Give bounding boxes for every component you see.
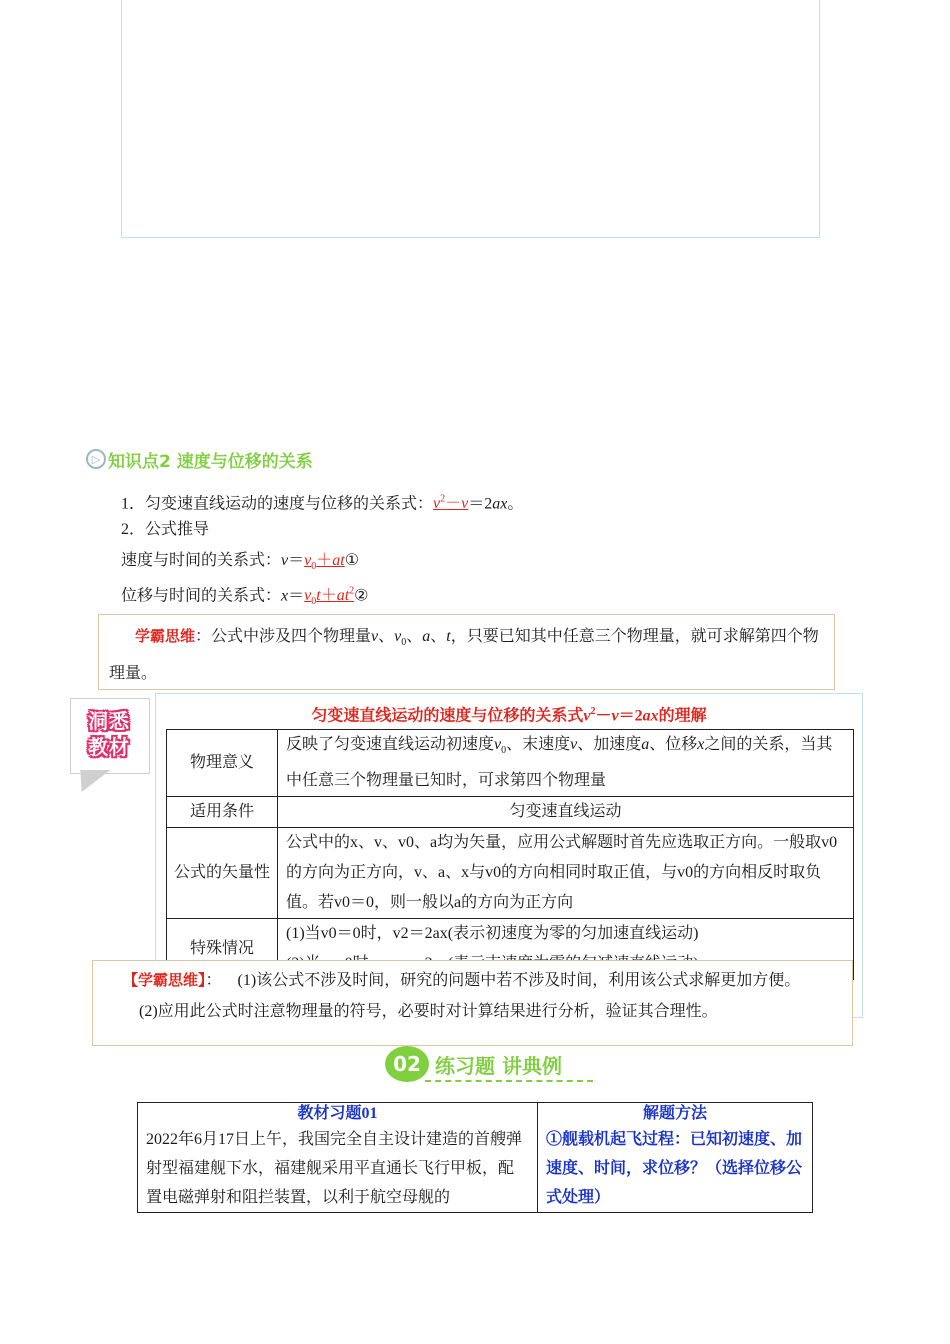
- knowledge-point-title: 知识点2 速度与位移的关系: [108, 451, 313, 472]
- blank-answer: $v_0t+at^2$: [304, 586, 355, 608]
- displacement-time-formula: 位移与时间的关系式：$x=v_0t+at^2②$: [121, 586, 369, 608]
- formula-line-1: 1．匀变速直线运动的速度与位移的关系式：$v^2-v=2ax$。: [121, 494, 524, 513]
- row-header: 特殊情况: [167, 919, 278, 980]
- row-body: 公式中的x、v、v0、a均为矢量，应用公式解题时首先应选取正方向。一般取v0的方向为正方向，v、a、x与v0的方向相同时取正值，与v0的方向相反时取负值。若v0＝0，则一般以a的方向为正方向: [278, 828, 854, 919]
- previous-content-box: [121, 0, 820, 238]
- section-divider: [425, 1080, 593, 1082]
- table-row: [167, 730, 854, 797]
- table-row: [138, 1103, 813, 1213]
- section-title: 练习题 讲典例: [435, 1053, 562, 1078]
- row-header: 公式的矢量性: [167, 828, 278, 919]
- exercise-heading: 教材习题01: [297, 1105, 378, 1122]
- velocity-time-formula: 速度与时间的关系式：$v=v_0+at①$: [121, 552, 360, 573]
- study-tip-box: 学霸思维：公式中涉及四个物理量v、$v_0$、a、t，只要已知其中任意三个物理量，就可求解第四个物理量。: [98, 614, 835, 690]
- table-row: [167, 797, 854, 828]
- section-heading: [385, 1044, 562, 1084]
- exercise-text: 2022年6月17日上午，我国完全自主设计建造的首艘弹射型福建舰下水，福建舰采用平直通长飞行甲板，配置电磁弹射和阻拦装置，以利于航空母舰的: [146, 1131, 523, 1206]
- exercise-table: [137, 1102, 813, 1213]
- blank-answer: $v^2-v$: [433, 494, 469, 513]
- exercise-cell: [138, 1103, 538, 1213]
- section-number: 02: [385, 1046, 429, 1082]
- row-header: 适用条件: [167, 797, 278, 828]
- table-row: [167, 828, 854, 919]
- textbook-badge-label: 洞悉 教材: [88, 709, 130, 759]
- method-heading: 解题方法: [642, 1105, 707, 1122]
- row-body: 匀变速直线运动: [278, 797, 854, 828]
- knowledge-point-heading: [86, 444, 313, 474]
- method-text: ①舰载机起飞过程：已知初速度、加速度、时间，求位移？（选择位移公式处理）: [546, 1131, 803, 1206]
- blank-answer: $v_0+at$: [304, 552, 345, 573]
- row-body: 反映了匀变速直线运动初速度$v_0$、末速度v、加速度a、位移x之间的关系，当其中任意三个物理量已知时，可求第四个物理量: [278, 730, 854, 797]
- formula-line-2: 2．公式推导: [121, 521, 210, 538]
- row-body: (1)当v0＝0时，v2＝2ax(表示初速度为零的匀加速直线运动): [278, 919, 854, 980]
- table-title: 匀变速直线运动的速度与位移的关系式$v^2-v=2ax$的理解: [311, 706, 707, 725]
- study-tip-box-2: 【学霸思维】： (1)该公式不涉及时间，研究的问题中若不涉及时间，利用该公式求解更加方便。 (2)应用此公式时注意物理量的符号，必要时对计算结果进行分析，验证其合理性。: [92, 960, 853, 1046]
- row-header: 物理意义: [167, 730, 278, 797]
- method-cell: [538, 1103, 813, 1213]
- play-circle-icon: ▷: [86, 449, 106, 469]
- formula-understanding-table: [166, 729, 854, 980]
